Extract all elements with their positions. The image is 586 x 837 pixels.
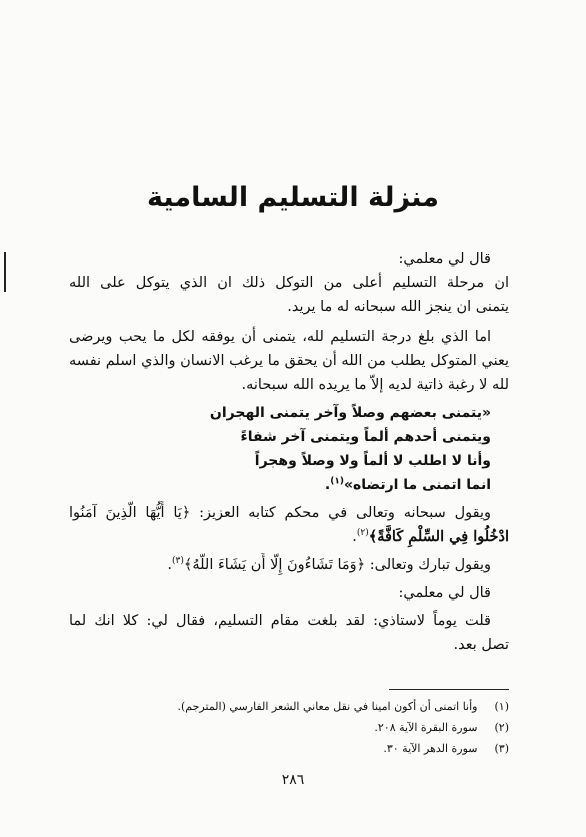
footnote-ref-3: (٣) xyxy=(171,556,184,567)
footnote-text: وأنا اتمنى أن أكون امينا في نقل معاني الشعر الفارسي (المترجم). xyxy=(177,700,478,713)
paragraph-5-end: . xyxy=(352,529,357,545)
footnote-number: (٣) xyxy=(494,742,509,755)
paragraph-3-line-3: لله لا رغبة ذاتية لديه إلاّ ما يريده الله سبحانه. xyxy=(241,377,509,393)
poem-line-3: وأنا لا اطلب لا ألماً ولا وصلاً وهجراً xyxy=(254,453,491,469)
paragraph-3-line-2: يعني المتوكل يطلب من الله أن يحقق ما يرغب الانسان والذي اسلم نفسه xyxy=(69,353,509,369)
footnote-1 xyxy=(69,696,509,717)
quran-verse-1: ادْخُلُوا فِي السِّلْمِ كَافَّةً﴾ xyxy=(368,528,509,545)
page-number: ٢٨٦ xyxy=(281,772,305,788)
paragraph-8-line-2: تصل بعد. xyxy=(453,637,509,653)
footnote-ref-1: (١) xyxy=(330,476,344,487)
paragraph-7: قال لي معلمي: xyxy=(398,585,491,601)
paragraph-5-line-2 xyxy=(69,525,509,549)
paragraph-2-line-2: يتمنى ان ينجز الله سبحانه له ما يريد. xyxy=(287,299,509,315)
paragraph-1: قال لي معلمي: xyxy=(398,251,491,267)
paragraph-3-line-1: اما الذي بلغ درجة التسليم لله، يتمنى أن يوفقه لكل ما يحب ويرضى xyxy=(69,329,491,345)
binding-mark xyxy=(4,252,6,292)
paragraph-2-line-1: ان مرحلة التسليم أعلى من التوكل ذلك ان الذي يتوكل على الله xyxy=(69,275,509,291)
footnote-number: (١) xyxy=(494,700,509,713)
footnote-divider xyxy=(389,689,509,690)
footnote-text: سورة البقرة الآية ٢٠٨. xyxy=(374,721,478,734)
footnote-text: سورة الدهر الآية ٣٠. xyxy=(383,742,478,755)
footnotes xyxy=(69,696,509,759)
footnote-3 xyxy=(69,738,509,759)
paragraph-6-end: . xyxy=(167,557,172,573)
body-text xyxy=(69,247,509,657)
poem-line-4 xyxy=(69,473,509,497)
poem-line-4-end: . xyxy=(324,477,331,493)
footnote-2 xyxy=(69,717,509,738)
paragraph-6-text: ويقول تبارك وتعالى: ﴿وَمَا تَشَاءُونَ إِلَّا أَن يَشَاءَ اللَّهُ﴾ xyxy=(183,557,491,573)
poem-line-4-text: انما اتمنى ما ارتضاه» xyxy=(343,477,491,493)
chapter-title: منزلة التسليم السامية xyxy=(146,182,440,213)
footnote-ref-2: (٢) xyxy=(356,528,369,539)
poem-line-2: ويتمنى أحدهم ألماً ويتمنى آخر شفاءً xyxy=(240,429,491,445)
paragraph-8-line-1: قلت يوماً لاستاذي: لقد بلغت مقام التسليم، فقال لي: كلا انك لما xyxy=(69,613,491,629)
paragraph-6 xyxy=(69,553,509,577)
poem-line-1: «يتمنى بعضهم وصلاً وآخر يتمنى الهجران xyxy=(209,405,491,421)
footnote-number: (٢) xyxy=(494,721,509,734)
paragraph-5-line-1: ويقول سبحانه وتعالى في محكم كتابه العزيز: ﴿يَا أَيُّهَا الَّذِينَ آمَنُوا xyxy=(69,505,491,521)
